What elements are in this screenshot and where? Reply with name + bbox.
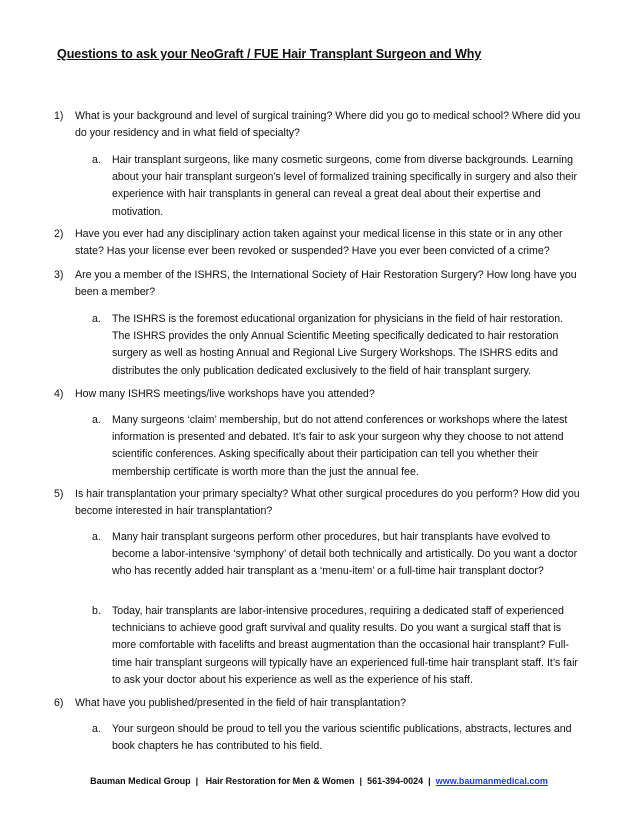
- question-text: Is hair transplantation your primary specialty? What other surgical procedures do you perform? How did you become interested in hair transplantation?: [75, 488, 580, 518]
- answer-letter: a.: [92, 723, 101, 735]
- answer-letter: b.: [92, 605, 101, 617]
- question-number: 5): [54, 488, 64, 500]
- answer-letter: a.: [92, 154, 101, 166]
- footer-separator: |: [359, 776, 363, 786]
- footer-separator: |: [195, 776, 199, 786]
- answer-4a: [92, 412, 584, 481]
- page-title: Questions to ask your NeoGraft / FUE Hair Transplant Surgeon and Why: [57, 47, 482, 61]
- answer-letter: a.: [92, 531, 101, 543]
- question-2: [54, 226, 584, 260]
- answer-text: Many hair transplant surgeons perform other procedures, but hair transplants have evolved to become a labor-intensive ‘symphony’ of detail both technically and artistically. Do you want a doctor who has recently added hair transplant as a ‘menu-item’ or a full-time hair transplant doctor?: [112, 531, 578, 578]
- question-text: How many ISHRS meetings/live workshops have you attended?: [75, 388, 375, 400]
- question-number: 2): [54, 228, 64, 240]
- question-text: Are you a member of the ISHRS, the International Society of Hair Restoration Surgery? How long have you been a member?: [75, 269, 577, 299]
- question-number: 4): [54, 388, 64, 400]
- question-text: Have you ever had any disciplinary action taken against your medical license in this state or in any other state? Has your license ever been revoked or suspended? Have you ever been convicted of a crime?: [75, 228, 563, 258]
- question-text: What have you published/presented in the field of hair transplantation?: [75, 697, 406, 709]
- footer-separator: |: [428, 776, 431, 786]
- answer-text: The ISHRS is the foremost educational organization for physicians in the field of hair restoration. The ISHRS provides the only Annual Scientific Meeting specifically dedicated to hair restoration surgery as well as hosting Annual and Regional Live Surgery Workshops. The ISHRS edits and distributes the only publication dedicated exclusively to the field of hair transplant surgery.: [112, 313, 564, 377]
- footer-tagline: Hair Restoration for Men & Women: [205, 776, 355, 786]
- question-6: [54, 695, 584, 712]
- question-number: 3): [54, 269, 64, 281]
- answer-text: Your surgeon should be proud to tell you the various scientific publications, abstracts, lectures and book chapters he has contributed to his field.: [112, 723, 572, 753]
- question-number: 6): [54, 697, 64, 709]
- answer-letter: a.: [92, 414, 101, 426]
- question-4: [54, 386, 584, 403]
- answer-letter: a.: [92, 313, 101, 325]
- question-5: [54, 486, 584, 520]
- question-1: [54, 108, 584, 142]
- footer-website-link[interactable]: www.baumanmedical.com: [435, 776, 548, 786]
- footer-phone: 561-394-0024: [367, 776, 424, 786]
- question-text: What is your background and level of surgical training? Where did you go to medical school? Where did you do your residency and in what field of specialty?: [75, 110, 581, 140]
- answer-1a: [92, 152, 584, 221]
- answer-6a: [92, 721, 584, 755]
- page-footer: [0, 776, 638, 786]
- question-number: 1): [54, 110, 64, 122]
- answer-text: Today, hair transplants are labor-intensive procedures, requiring a dedicated staff of experienced technicians to achieve good graft survival and quality results. Do you want a surgical staff that is more comfortable with facelifts and breast augmentation than the occasional hair transplant? Full-time hair transplant surgeons will typically have an experienced full-time hair transplant staff. It’s fair to ask your doctor about his experience as well as the experience of his staff.: [112, 605, 578, 686]
- answer-text: Many surgeons ‘claim’ membership, but do not attend conferences or workshops where the latest information is presented and debated. It’s fair to ask your surgeon why they choose to not attend scientific conferences. Asking specifically about their participation can tell you whether their membership certificate is worth more than the just the annual fee.: [112, 414, 568, 478]
- answer-3a: [92, 311, 584, 380]
- answer-text: Hair transplant surgeons, like many cosmetic surgeons, come from diverse backgrounds. Learning about your hair transplant surgeon’s level of formalized training specifically in surgery and also their experience with hair transplants in general can reveal a great deal about their expertise and motivation.: [112, 154, 577, 218]
- answer-5a: [92, 529, 584, 581]
- answer-5b: [92, 603, 584, 689]
- footer-org: Bauman Medical Group: [90, 776, 191, 786]
- question-3: [54, 267, 584, 301]
